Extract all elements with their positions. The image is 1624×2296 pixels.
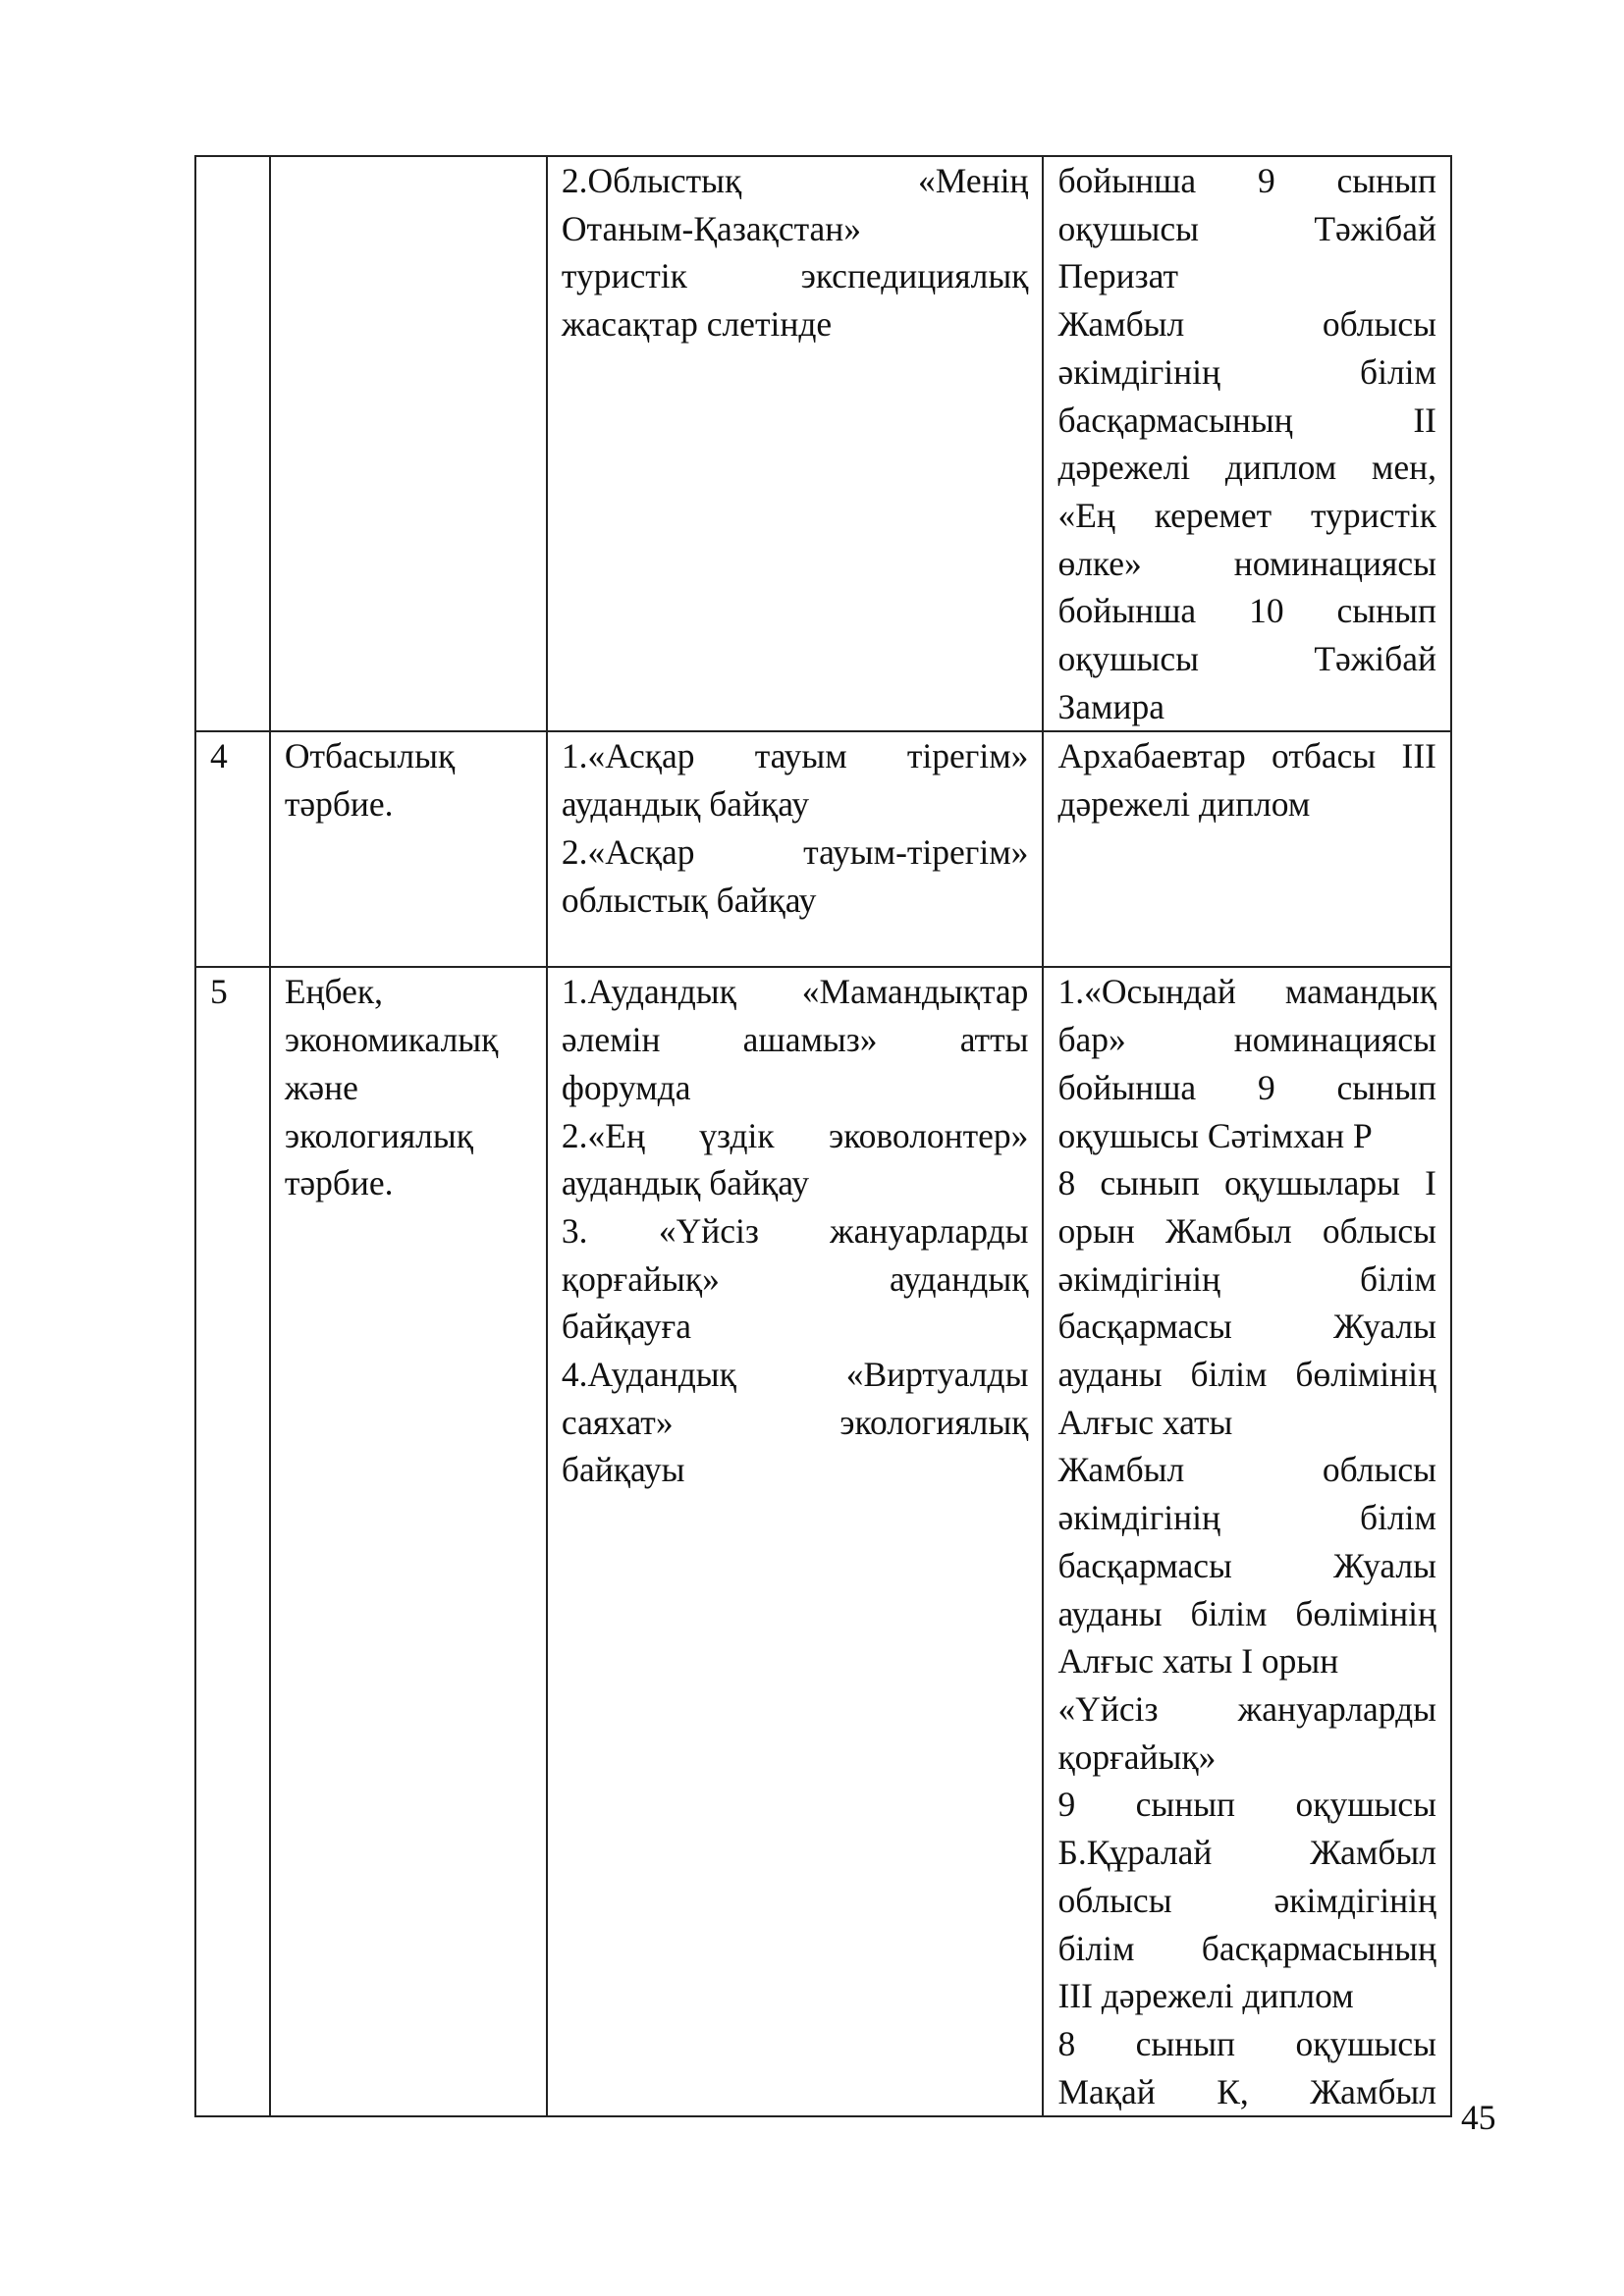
result-line: басқармасының II [1057, 400, 1436, 440]
row-number-cell [195, 156, 270, 731]
events-cell [547, 731, 1044, 967]
event-line: 2.«Асқар тауым-тірегім» [561, 831, 1029, 872]
event-line: аудандық байқау [561, 1163, 809, 1203]
area-line: және [284, 1067, 358, 1107]
event-line: облыстық байқау [561, 880, 817, 920]
row-number-cell [195, 967, 270, 2116]
result-line: III дәрежелі диплом [1057, 1976, 1354, 2016]
event-line: әлемін ашамыз» атты [561, 1020, 1029, 1060]
result-line: оқушысы Сәтімхан Р [1057, 1115, 1373, 1155]
area-cell [270, 156, 547, 731]
result-line: әкімдігінің білім [1057, 351, 1436, 392]
event-line: 1.Аудандық «Мамандықтар [561, 972, 1029, 1012]
result-line: 8 сынып оқушылары I [1057, 1163, 1436, 1203]
result-line: 1.«Осындай мамандық [1057, 972, 1436, 1012]
result-line: бар» номинациясы [1057, 1020, 1436, 1060]
result-line: Жамбыл облысы [1057, 1450, 1436, 1490]
event-line: 3. «Үйсіз жануарларды [561, 1210, 1029, 1251]
event-line: форумда [561, 1067, 691, 1107]
result-line: өлке» номинациясы [1057, 543, 1436, 583]
area-line: тәрбие. [284, 1163, 394, 1203]
result-line: дәрежелі диплом [1057, 784, 1311, 825]
result-line: «Ең керемет туристік [1057, 495, 1436, 535]
event-line: байқауға [561, 1307, 691, 1347]
result-line: дәрежелі диплом мен, [1057, 448, 1436, 488]
activities-table [194, 155, 1452, 2117]
result-line: Жамбыл облысы [1057, 304, 1436, 345]
result-line: Перизат [1057, 256, 1178, 296]
area-cell [270, 731, 547, 967]
events-cell [547, 967, 1044, 2116]
area-line: экономикалық [284, 1020, 499, 1060]
result-line: Б.Құралай Жамбыл [1057, 1833, 1436, 1873]
event-line: қорғайық» аудандық [561, 1258, 1029, 1299]
result-line: әкімдігінің білім [1057, 1258, 1436, 1299]
table-row [195, 967, 1451, 2116]
result-line: бойынша 9 сынып [1057, 1067, 1436, 1107]
row-number: 4 [210, 736, 228, 776]
page-number: 45 [1461, 2098, 1496, 2137]
event-line: аудандық байқау [561, 784, 809, 825]
result-line: 8 сынып оқушысы [1057, 2023, 1436, 2063]
area-line: Еңбек, [284, 972, 383, 1012]
result-line: бойынша 10 сынып [1057, 591, 1436, 631]
event-line: байқауы [561, 1450, 685, 1490]
table-row [195, 731, 1451, 967]
event-line: Отаным-Қазақстан» [561, 208, 862, 248]
result-line: «Үйсіз жануарларды [1057, 1688, 1436, 1729]
area-line: тәрбие. [284, 784, 394, 825]
result-line: Алғыс хаты I орын [1057, 1641, 1339, 1682]
event-line: саяхат» экологиялық [561, 1402, 1029, 1442]
table-row [195, 156, 1451, 731]
result-line: оқушысы Тәжібай [1057, 208, 1436, 248]
result-line: ауданы білім бөлімінің [1057, 1593, 1436, 1633]
area-cell [270, 967, 547, 2116]
result-line: Мақай К, Жамбыл [1057, 2071, 1436, 2111]
result-line: Алғыс хаты [1057, 1402, 1233, 1442]
result-line: 9 сынып оқушысы [1057, 1785, 1436, 1825]
event-line: туристік экспедициялық [561, 256, 1029, 296]
events-cell [547, 156, 1044, 731]
results-cell [1043, 156, 1451, 731]
results-cell [1043, 967, 1451, 2116]
results-cell [1043, 731, 1451, 967]
area-line: Отбасылық [284, 736, 456, 776]
result-line: Замира [1057, 686, 1164, 726]
result-line: басқармасы Жуалы [1057, 1307, 1436, 1347]
event-line: 4.Аудандық «Виртуалды [561, 1355, 1029, 1395]
event-line: 2.Облыстық «Менің [561, 161, 1029, 200]
event-line: 1.«Асқар тауым тірегім» [561, 736, 1029, 776]
result-line: оқушысы Тәжібай [1057, 639, 1436, 679]
result-line: Архабаевтар отбасы III [1057, 736, 1436, 776]
result-line: басқармасы Жуалы [1057, 1545, 1436, 1585]
row-number: 5 [210, 972, 228, 1012]
result-line: бойынша 9 сынып [1057, 161, 1436, 200]
event-line: жасақтар слетінде [561, 304, 833, 345]
event-line: 2.«Ең үздік эковолонтер» [561, 1115, 1029, 1155]
result-line: білім басқармасының [1057, 1928, 1436, 1968]
result-line: қорғайық» [1057, 1736, 1217, 1777]
result-line: әкімдігінің білім [1057, 1498, 1436, 1538]
result-line: орын Жамбыл облысы [1057, 1210, 1436, 1251]
result-line: ауданы білім бөлімінің [1057, 1355, 1436, 1395]
result-line: облысы әкімдігінің [1057, 1880, 1436, 1920]
area-line: экологиялық [284, 1115, 473, 1155]
row-number-cell [195, 731, 270, 967]
